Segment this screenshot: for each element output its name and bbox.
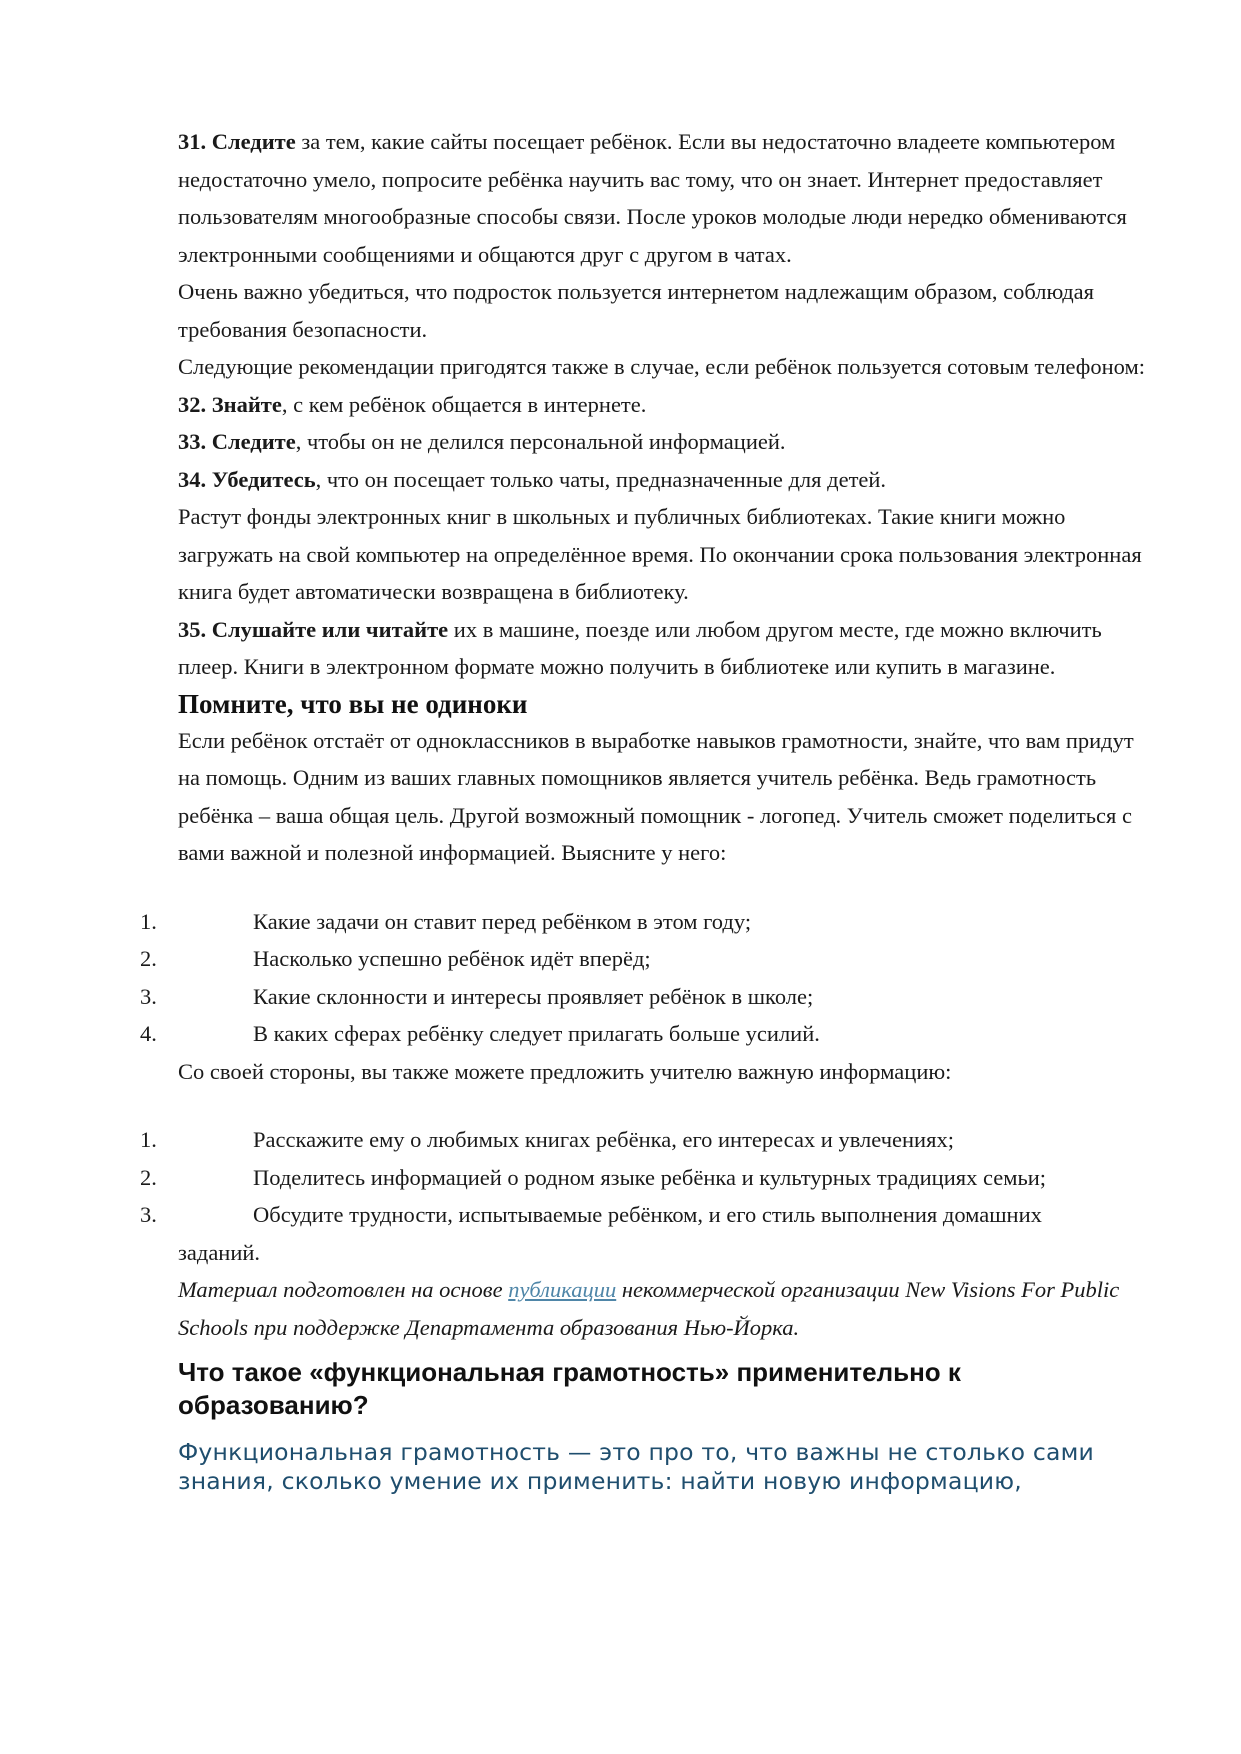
recommendation-35-lead: 35. Слушайте или читайте: [178, 616, 449, 642]
list-item: [140, 1159, 1148, 1197]
source-note-end: некоммерческой организации New Visions For Public Schools при поддержке Департамента образования Нью-Йорка.: [178, 1277, 1120, 1340]
paragraph-teacher-help: Если ребёнок отстаёт от одноклассников в выработке навыков грамотности, знайте, что вам придут на помощь. Одним из ваших главных помощников является учитель ребёнка. Ведь грамотность ребёнка – ваша общая цель. Другой возможный помощник - логопед. Учитель сможет поделиться с вами важной и полезной информацией. Выясните у него:: [178, 727, 1134, 865]
list-item: [140, 1121, 1148, 1159]
recommendation-31-text: за тем, какие сайты посещает ребёнок. Если вы недостаточно владеете компьютером недостаточно умело, попросите ребёнка научить вас тому, что он знает. Интернет предоставляет пользователям многообразные способы связи. После уроков молодые люди нередко обмениваются электронными сообщениями и общаются друг с другом в чатах.: [178, 129, 1127, 267]
list-questions-for-teacher: [140, 903, 1148, 1053]
publication-link[interactable]: публикации: [508, 1277, 617, 1302]
source-note-start: Материал подготовлен на основе: [178, 1277, 509, 1302]
list-item-text: Насколько успешно ребёнок идёт вперёд;: [253, 946, 651, 971]
list-item: [140, 940, 1148, 978]
recommendation-33: [178, 423, 1148, 461]
list-item-number: 3.: [140, 983, 157, 1009]
spacer: [178, 872, 1148, 903]
list-item: [140, 978, 1148, 1016]
recommendation-34-text: , что он посещает только чаты, предназначенные для детей.: [315, 466, 887, 492]
list-item-text: Обсудите трудности, испытываемые ребёнком, и его стиль выполнения домашних: [253, 1202, 1042, 1227]
paragraph-mobile: Следующие рекомендации пригодятся также в случае, если ребёнок пользуется сотовым телефоном:: [178, 354, 1145, 379]
paragraph-safety: Очень важно убедиться, что подросток пользуется интернетом надлежащим образом, соблюдая требования безопасности.: [178, 279, 1094, 342]
recommendation-35-text: их в машине, поезде или любом другом месте, где можно включить плеер. Книги в электронном формате можно получить в библиотеке или купить в магазине.: [178, 616, 1102, 679]
recommendation-34-lead: 34. Убедитесь: [178, 466, 316, 492]
list-item-text: Расскажите ему о любимых книгах ребёнка, его интересах и увлечениях;: [253, 1127, 954, 1152]
paragraph-your-side: Со своей стороны, вы также можете предложить учителю важную информацию:: [178, 1058, 952, 1084]
list-item-number: 2.: [140, 946, 157, 971]
recommendation-35: [178, 611, 1148, 686]
list-item-number: 2.: [140, 1164, 157, 1190]
spacer: [178, 1090, 1148, 1121]
list-info-for-teacher: [140, 1121, 1148, 1271]
recommendation-32: [178, 386, 1148, 424]
recommendation-34: [178, 461, 1148, 499]
recommendation-32-text: , с кем ребёнок общается в интернете.: [281, 391, 647, 417]
list-item-text-continued: заданий.: [178, 1239, 261, 1265]
list-item-text: Поделитесь информацией о родном языке ребёнка и культурных традициях семьи;: [253, 1164, 1047, 1190]
list-item: [140, 1196, 1148, 1271]
list-item-text: Какие задачи он ставит перед ребёнком в этом году;: [253, 908, 752, 934]
paragraph-ebooks: Растут фонды электронных книг в школьных и публичных библиотеках. Такие книги можно загружать на свой компьютер на определённое время. По окончании срока пользования электронная книга будет автоматически возвращена в библиотеку.: [178, 504, 1142, 604]
list-item-text: Какие склонности и интересы проявляет ребёнок в школе;: [253, 983, 814, 1009]
list-item: [140, 1015, 1148, 1053]
list-item-text: В каких сферах ребёнку следует прилагать больше усилий.: [253, 1021, 820, 1046]
recommendation-31: [178, 123, 1148, 273]
paragraph-functional-literacy: Функциональная грамотность — это про то, что важны не столько сами знания, сколько умение их применить: найти новую информацию,: [178, 1438, 1094, 1495]
source-note: [178, 1271, 1148, 1346]
list-item-number: 1.: [140, 908, 157, 934]
list-item-number: 1.: [140, 1127, 157, 1152]
list-item-number: 3.: [140, 1202, 157, 1227]
recommendation-32-lead: 32. Знайте: [178, 391, 282, 417]
section-heading-not-alone: Помните, что вы не одиноки: [178, 688, 528, 719]
recommendation-33-text: , чтобы он не делился персональной информацией.: [295, 429, 786, 454]
recommendation-33-lead: 33. Следите: [178, 429, 296, 454]
recommendation-31-lead: 31. Следите: [178, 129, 296, 154]
section-heading-functional-literacy: Что такое «функциональная грамотность» применительно к образованию?: [178, 1357, 961, 1420]
page-content: [140, 123, 1148, 1496]
list-item-number: 4.: [140, 1021, 157, 1046]
list-item: [140, 903, 1148, 941]
